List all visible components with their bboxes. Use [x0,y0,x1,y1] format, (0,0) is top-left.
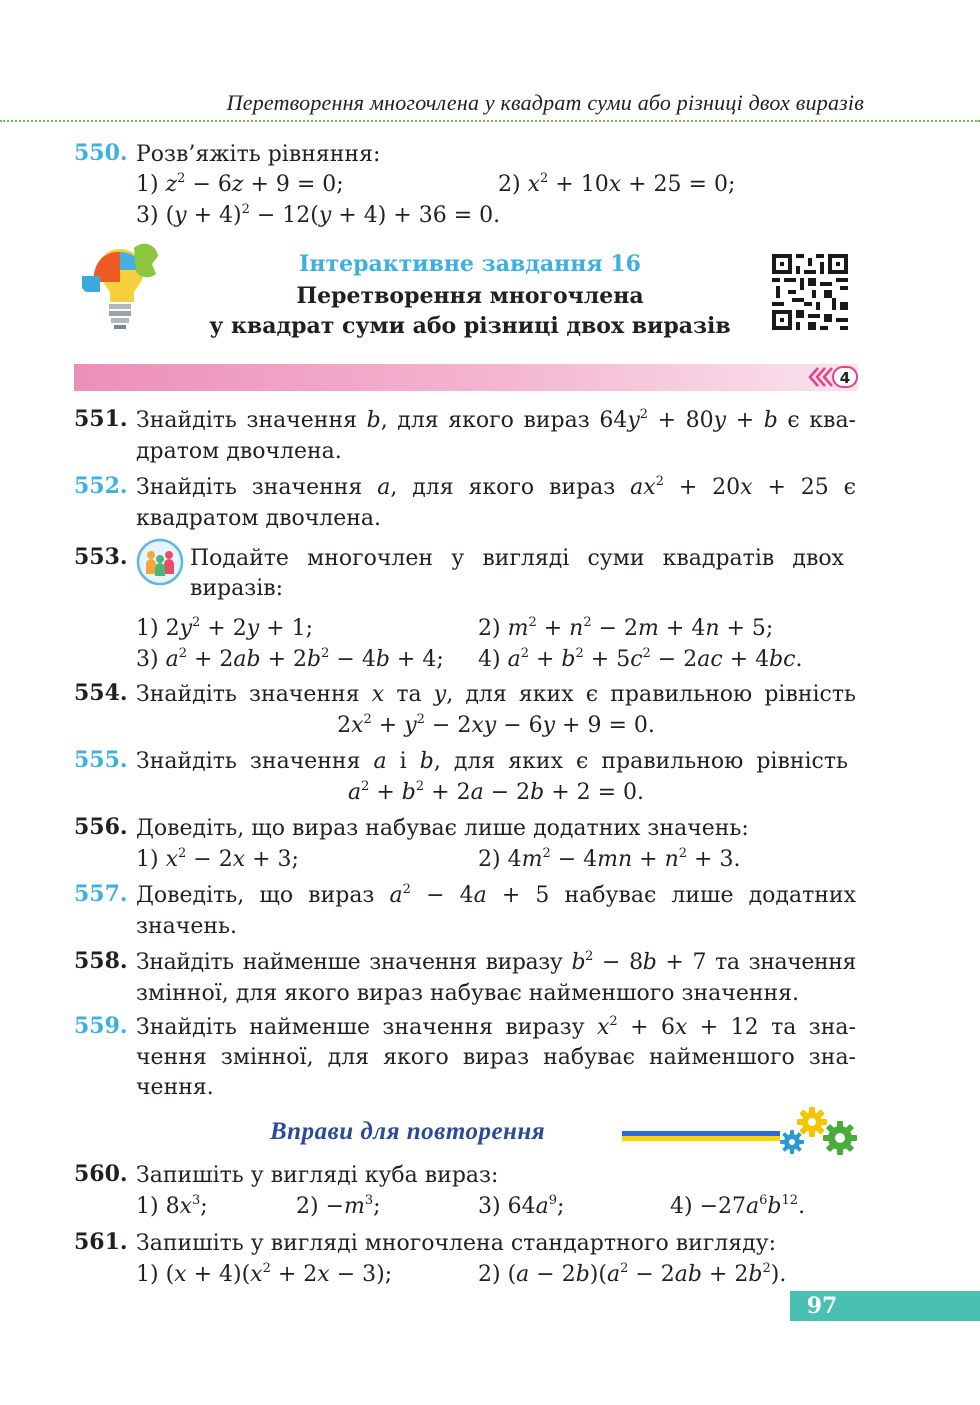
svg-text:4: 4 [839,369,851,387]
exercise-number: 557. [74,881,128,907]
task-item-2: 2) $(a - 2b)(a^2 - 2ab + 2b^2)$. [478,1261,787,1287]
exercise-text: Знайдіть значення a, для якого вираз $ax^2 + 20x + 25$ є [136,474,856,500]
exercise-number: 555. [74,747,128,773]
exercise-text: Доведіть, що вираз набуває лише додатних значень: [136,816,749,841]
exercise-number: 550. [74,140,128,166]
exercise-text: Розв’яжіть рівняння: [136,142,381,167]
exercise-text: Запишіть у вигляді куба вираз: [136,1163,499,1188]
equation: $2x^2 + y^2 - 2xy - 6y + 9 = 0$. [337,712,655,738]
exercise-number: 554. [74,680,128,706]
running-header: Перетворення многочлена у квадрат суми або різниці двох виразів [226,90,864,115]
task-item-2: $2) -m^3$; [296,1193,381,1219]
exercise-number: 560. [74,1161,128,1187]
exercise-text: квадратом двочлена. [136,506,382,531]
interactive-task-subtitle: у квадрат суми або різниці двох виразів [209,313,731,339]
exercise-number: 551. [74,406,128,432]
task-item-1: 1) $8x^3$; [136,1193,208,1219]
exercise-text: дратом двочлена. [136,439,342,464]
exercise-text: змінної, для якого вираз набуває найменшого значення. [136,981,800,1006]
group-work-icon [136,538,184,586]
exercise-number: 556. [74,814,128,840]
exercise-text: значень. [136,914,237,939]
task-item-3: 3) $64a^9$; [478,1193,565,1219]
exercise-text: Запишіть у вигляді многочлена стандартного вигляду: [136,1231,777,1256]
task-item-2: 2) $4m^2 - 4mn + n^2 + 3$. [478,846,741,872]
task-item-4: $4) -27a^6b^{12}$. [670,1193,806,1219]
exercise-number: 559. [74,1013,128,1039]
exercise-text: Знайдіть значення x та y, для яких є правильною рівність [136,682,857,707]
task-item-1: 1) $x^2 - 2x + 3$; [136,846,299,872]
section-heading: Вправи для повторення [270,1118,546,1145]
lightbulb-puzzle-icon [72,242,162,334]
exercise-text: Знайдіть найменше значення виразу $b^2 - 8b + 7$ та значення [136,949,856,975]
equation-2: 2) $x^2 + 10x + 25 = 0$; [498,171,736,197]
exercise-text: Подайте многочлен у вигляді суми квадратів двох [190,546,844,571]
page-number: 97 [806,1293,838,1319]
exercise-number: 561. [74,1229,128,1255]
exercise-text: чення. [136,1075,214,1100]
task-item-3: 3) $a^2 + 2ab + 2b^2 - 4b + 4$; [136,646,444,672]
header-divider [0,120,980,122]
task-item-1: 1) $2y^2 + 2y + 1$; [136,615,313,641]
interactive-task-title: Інтерактивне завдання 16 [299,251,641,277]
exercise-number: 558. [74,948,128,974]
exercise-number: 553. [74,544,128,570]
task-item-2: 2) $m^2 + n^2 - 2m + 4n + 5$; [478,615,774,641]
exercise-text: Доведіть, що вираз $a^2 - 4a + 5$ набуває лише додатних [136,882,856,908]
level-arrows-icon [806,365,860,389]
section-divider-bar [74,364,858,391]
interactive-task-subtitle: Перетворення многочлена [296,283,644,309]
exercise-text: виразів: [190,576,284,601]
exercise-text: Знайдіть найменше значення виразу $x^2 + 6x + 12$ та зна- [136,1014,856,1040]
exercise-text: чення змінної, для якого вираз набуває найменшого зна- [136,1045,856,1070]
equation-3: 3) $(y + 4)^2 - 12(y + 4) + 36 = 0$. [136,202,501,228]
equation-1: 1) $z^2 - 6z + 9 = 0$; [136,171,344,197]
exercise-text: Знайдіть значення b, для якого вираз $64y^2 + 80y + b$ є ква- [136,407,856,433]
gears-icon [778,1106,860,1158]
qr-code-icon[interactable] [772,254,848,330]
flag-stripe [622,1131,780,1141]
task-item-1: 1) $(x + 4)(x^2 + 2x - 3)$; [136,1261,393,1287]
exercise-number: 552. [74,473,128,499]
exercise-text: Знайдіть значення a і b, для яких є правильною рівність [136,749,848,774]
task-item-4: 4) $a^2 + b^2 + 5c^2 - 2ac + 4bc$. [478,646,803,672]
equation: $a^2 + b^2 + 2a - 2b + 2 = 0$. [347,779,645,805]
